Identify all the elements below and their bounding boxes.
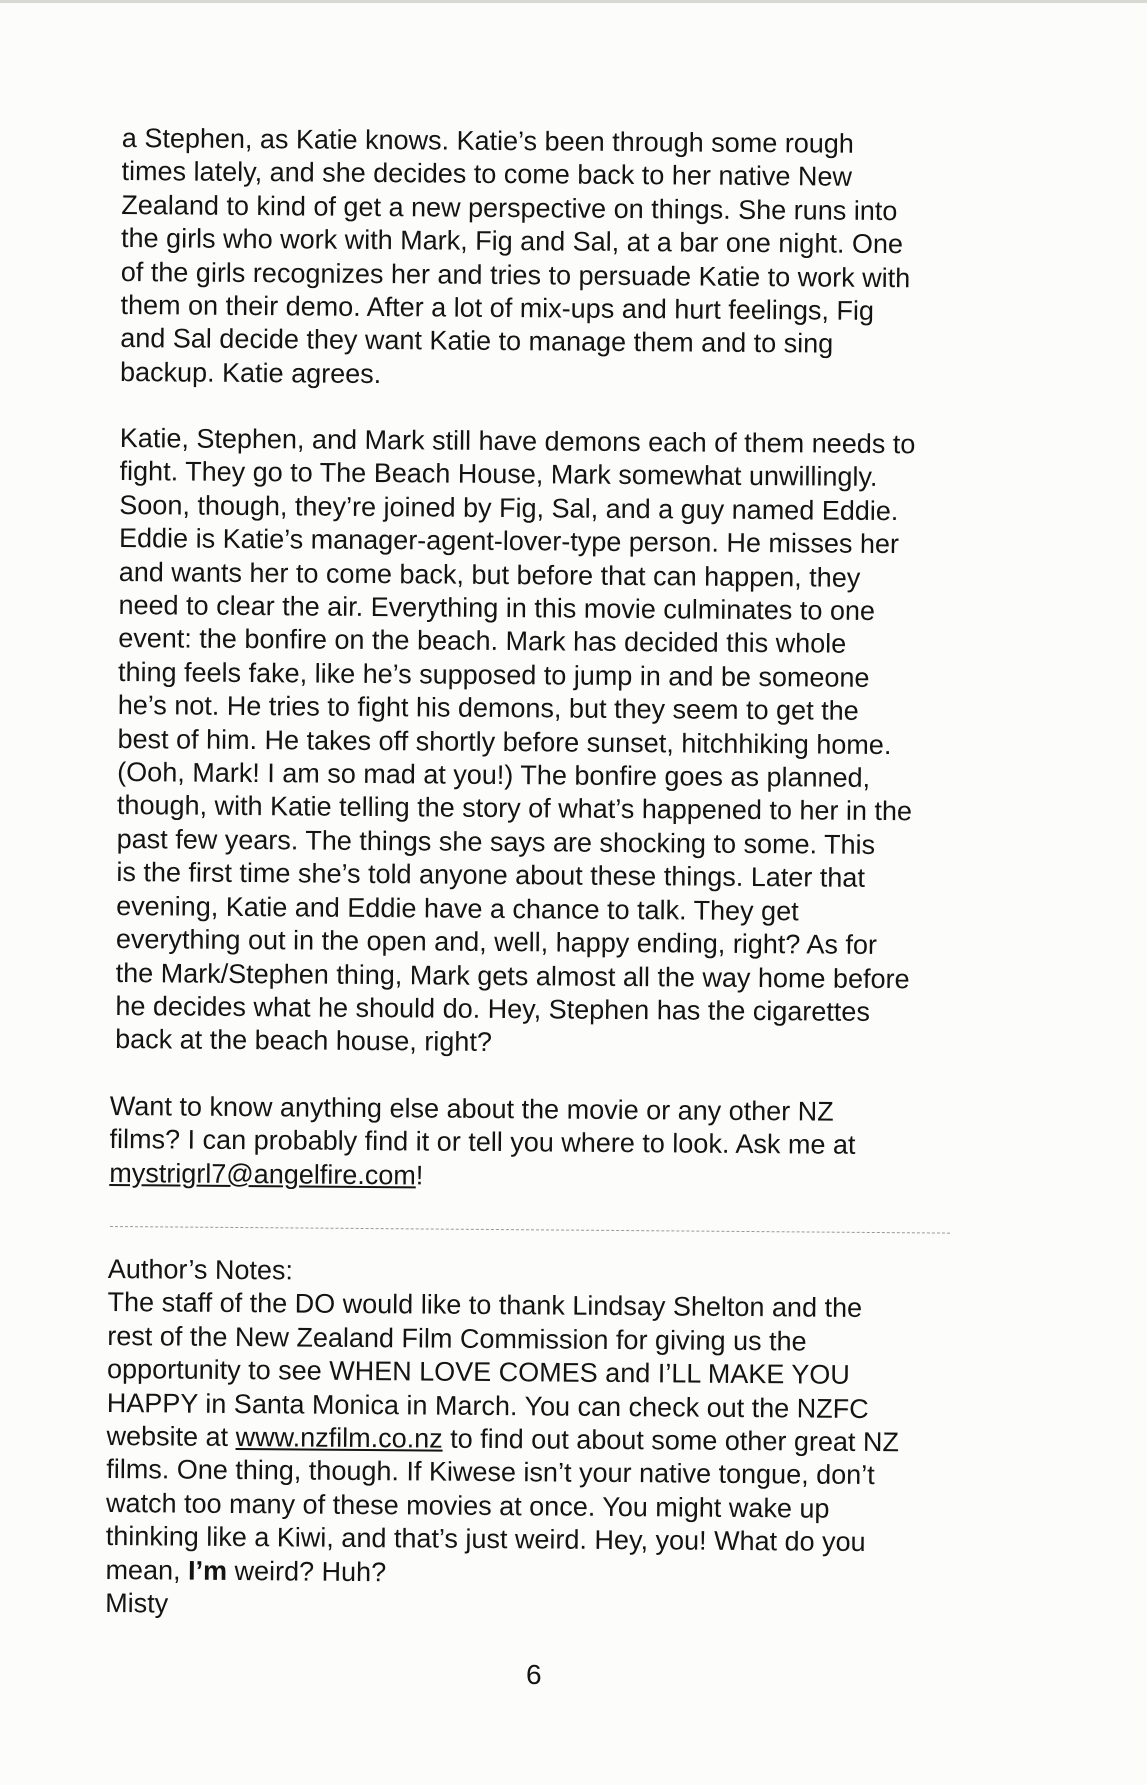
text-line: films. One thing, though. If Kiwese isn’t your native tongue, don’t xyxy=(106,1454,875,1491)
text-line xyxy=(105,1554,985,1594)
text-line: HAPPY in Santa Monica in March. You can check out the NZFC xyxy=(106,1387,869,1424)
text-line: everything out in the open and, well, happy ending, right? As for xyxy=(115,924,878,961)
section-divider xyxy=(110,1226,950,1234)
text-line: is the first time she’s told anyone about these things. Later that xyxy=(116,857,866,894)
notes-heading: Author’s Notes: xyxy=(107,1254,294,1286)
text-line: rest of the New Zealand Film Commission for giving us the xyxy=(107,1320,807,1357)
signature: Misty xyxy=(105,1588,169,1619)
text-line: the girls who work with Mark, Fig and Sal, at a bar one night. One xyxy=(120,223,904,260)
email-link[interactable]: mystrigrl7@angelfire.com xyxy=(109,1157,416,1191)
website-link[interactable]: www.nzfilm.co.nz xyxy=(235,1422,443,1454)
text-line: back at the beach house, right? xyxy=(115,1024,493,1058)
page-number: 6 xyxy=(526,1659,542,1690)
text-line: need to clear the air. Everything in this movie culminates to one xyxy=(118,590,876,626)
text-line: the Mark/Stephen thing, Mark gets almost all the way home before xyxy=(115,957,910,994)
text-line: of the girls recognizes her and tries to persuade Katie to work with xyxy=(120,256,911,293)
text-line: Want to know anything else about the movie or any other NZ xyxy=(109,1091,834,1127)
text-line: evening, Katie and Eddie have a chance to talk. They get xyxy=(116,890,799,927)
text-line: thing feels fake, like he’s supposed to jump in and be someone xyxy=(117,656,870,693)
text-line: times lately, and she decides to come back to her native New xyxy=(121,156,853,193)
text-line: he’s not. He tries to fight his demons, but they seem to get the xyxy=(117,690,859,727)
text-line: (Ooh, Mark! I am so mad at you!) The bonfire goes as planned, xyxy=(117,757,871,793)
text-line: them on their demo. After a lot of mix-ups and hurt feelings, Fig xyxy=(120,290,875,326)
bold-word: I’m xyxy=(187,1555,228,1586)
text-line: films? I can probably find it or tell you where to look. Ask me at xyxy=(109,1124,856,1161)
text-line: Soon, though, they’re joined by Fig, Sal, and a guy named Eddie. xyxy=(119,489,899,526)
text-line: Katie, Stephen, and Mark still have demons each of them needs to xyxy=(119,422,916,460)
text-line: thinking like a Kiwi, and that’s just weird. Hey, you! What do you xyxy=(105,1521,866,1558)
email-suffix: ! xyxy=(415,1160,424,1191)
paragraph-plot-intro xyxy=(120,122,1002,396)
text-line: a Stephen, as Katie knows. Katie’s been through some rough xyxy=(121,122,854,159)
text-line: opportunity to see WHEN LOVE COMES and I’LL MAKE YOU xyxy=(106,1354,850,1391)
paragraph-contact xyxy=(109,1090,990,1197)
line9-suffix: weird? Huh? xyxy=(226,1555,387,1587)
text-line: fight. They go to The Beach House, Mark somewhat unwillingly. xyxy=(119,456,878,493)
line9-prefix: mean, xyxy=(105,1554,189,1586)
text-line-email xyxy=(109,1157,989,1197)
text-line: best of him. He takes off shortly before sunset, hitchhiking home. xyxy=(117,723,892,760)
page-top-edge xyxy=(0,0,1147,3)
text-line: The staff of the DO would like to thank Lindsay Shelton and the xyxy=(107,1287,863,1324)
text-line: watch too many of these movies at once. You might wake up xyxy=(105,1487,830,1524)
text-line: though, with Katie telling the story of what’s happened to her in the xyxy=(116,790,913,827)
text-line: backup. Katie agrees. xyxy=(119,356,382,389)
text-line: Eddie is Katie’s manager-agent-lover-type person. He misses her xyxy=(118,523,900,560)
website-prefix: website at xyxy=(106,1421,236,1453)
website-suffix: to find out about some other great NZ xyxy=(442,1423,900,1458)
text-line: event: the bonfire on the beach. Mark has decided this whole xyxy=(118,623,847,660)
text-line: past few years. The things she says are shocking to some. This xyxy=(116,823,876,860)
text-line: Zealand to kind of get a new perspective on things. She runs into xyxy=(121,189,898,226)
text-line: and Sal decide they want Katie to manage them and to sing xyxy=(120,323,834,360)
paragraph-plot-main xyxy=(115,422,1000,1064)
text-line: he decides what he should do. Hey, Stephen has the cigarettes xyxy=(115,990,871,1027)
text-line: and wants her to come back, but before that can happen, they xyxy=(118,556,861,593)
authors-notes xyxy=(105,1253,988,1627)
